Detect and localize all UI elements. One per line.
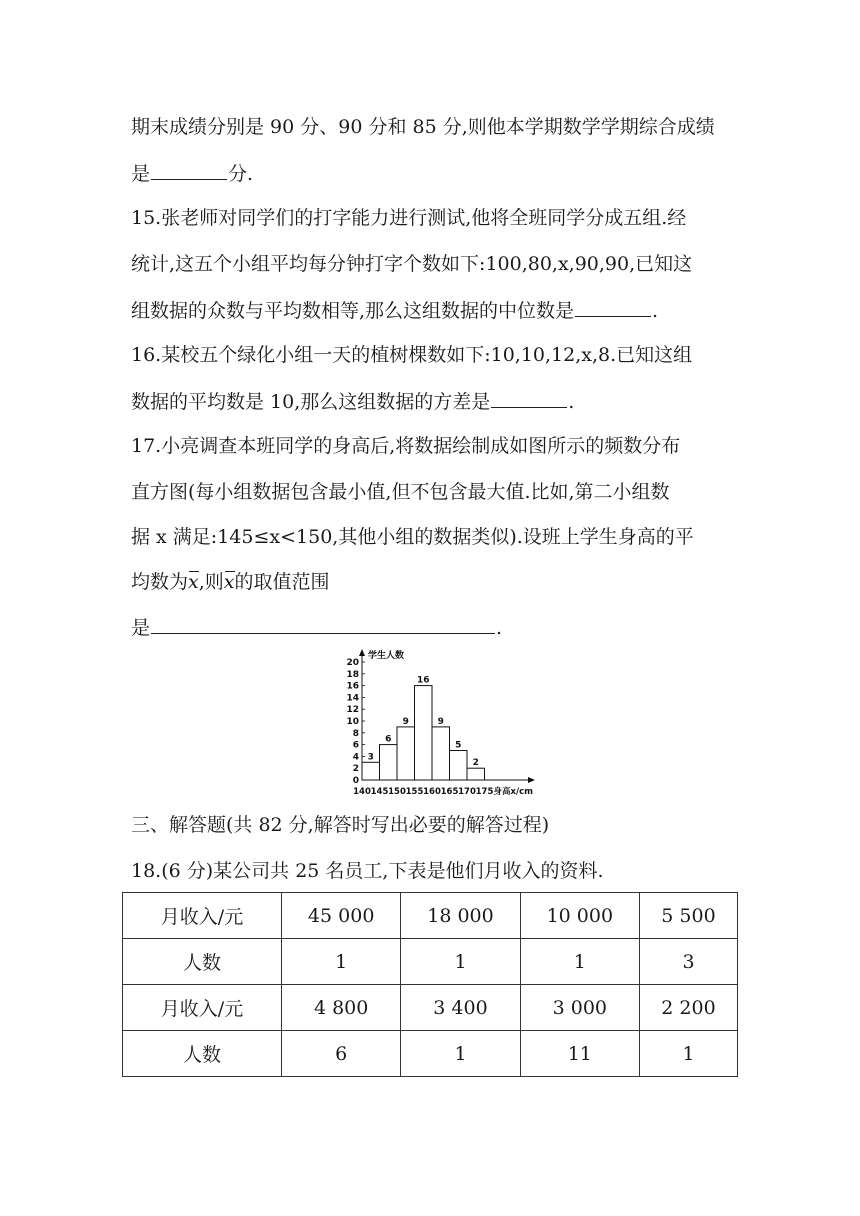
q17-line-2: 直方图(每小组数据包含最小值,但不包含最大值.比如,第二小组数 (131, 481, 670, 503)
bar-value-label: 2 (472, 758, 479, 769)
q17-line-5-prefix: 是 (131, 617, 151, 639)
y-tick-label: 12 (346, 705, 359, 716)
histogram-bar (397, 727, 415, 780)
q17-line-4 (131, 569, 731, 595)
table-cell: 45 000 (282, 893, 401, 939)
q15-line-1: 15.张老师对同学们的打字能力进行测试,他将全班同学分成五组.经 (131, 207, 687, 229)
table-cell: 月收入/元 (123, 985, 282, 1031)
table-cell: 1 (282, 939, 401, 985)
y-tick-label: 16 (346, 681, 359, 692)
table-cell: 4 800 (282, 985, 401, 1031)
x-tick-label: 165 (440, 787, 459, 797)
q15-line-3 (131, 296, 731, 324)
table-cell: 1 (401, 1031, 520, 1077)
table-cell: 5 500 (639, 893, 737, 939)
x-axis-title: 身高x/cm (493, 787, 533, 797)
x-tick-label: 150 (388, 787, 406, 797)
bar-value-label: 3 (367, 752, 374, 763)
x-tick-label: 160 (423, 787, 441, 797)
y-tick-label: 2 (352, 764, 359, 775)
table-cell: 月收入/元 (123, 893, 282, 939)
table-cell: 人数 (123, 1031, 282, 1077)
histogram-bar (432, 727, 450, 780)
bar-value-label: 5 (455, 740, 462, 751)
table-cell: 1 (401, 939, 520, 985)
y-tick-label: 6 (352, 740, 359, 751)
q16-line-2-prefix: 数据的平均数是 10,那么这组数据的方差是 (131, 391, 491, 413)
income-table (122, 892, 738, 1077)
table-row (123, 1031, 738, 1077)
table-row (123, 893, 738, 939)
q17-line-3: 据 x 满足:145≤x<150,其他小组的数据类似).设班上学生身高的平 (131, 526, 694, 548)
q17-line-4-a: 均数为 (131, 571, 189, 593)
table-cell: 人数 (123, 939, 282, 985)
x-tick-label: 145 (370, 787, 389, 797)
q16-line-2 (131, 387, 731, 415)
y-tick-label: 10 (346, 717, 359, 727)
bar-value-label: 16 (416, 675, 430, 686)
answer-blank-17[interactable] (151, 613, 495, 634)
histogram-bar (467, 768, 485, 780)
q14-line-2-prefix: 是 (131, 163, 151, 185)
table-cell: 3 400 (401, 985, 520, 1031)
q17-line-1: 17.小亮调查本班同学的身高后,将数据绘制成如图所示的频数分布 (131, 435, 681, 457)
table-cell: 11 (520, 1031, 639, 1077)
table-cell: 18 000 (401, 893, 520, 939)
y-axis-arrow (359, 649, 365, 656)
q18-intro: 18.(6 分)某公司共 25 名员工,下表是他们月收入的资料. (131, 860, 604, 882)
histogram-bar (450, 751, 468, 781)
y-tick-label: 14 (346, 693, 359, 704)
table-cell: 1 (639, 1031, 737, 1077)
q17-line-5-suffix: . (496, 617, 503, 639)
q16-line-2-suffix: . (568, 391, 575, 413)
x-bar-symbol: x (188, 571, 199, 593)
table-cell: 6 (282, 1031, 401, 1077)
table-cell: 10 000 (520, 893, 639, 939)
histogram-bar (362, 762, 380, 780)
q16-line-1: 16.某校五个绿化小组一天的植树棵数如下:10,10,12,x,8.已知这组 (131, 344, 693, 366)
q17-line-5 (131, 613, 731, 641)
y-tick-label: 4 (352, 752, 359, 763)
q15-line-3-prefix: 组数据的众数与平均数相等,那么这组数据的中位数是 (131, 300, 575, 322)
x-axis-arrow (528, 777, 535, 783)
x-bar-symbol-2: x (223, 571, 235, 593)
answer-blank-14[interactable] (151, 159, 227, 180)
table-row (123, 985, 738, 1031)
answer-blank-15[interactable] (575, 296, 651, 317)
bar-value-label: 9 (402, 716, 409, 727)
x-tick-label: 155 (405, 787, 424, 797)
table-cell: 2 200 (639, 985, 737, 1031)
x-tick-label: 175 (475, 787, 494, 797)
section-3-title: 三、解答题(共 82 分,解答时写出必要的解答过程) (131, 814, 550, 836)
y-axis-title: 学生人数 (368, 651, 405, 661)
table-cell: 3 (639, 939, 737, 985)
y-tick-label: 8 (352, 728, 359, 739)
bar-value-label: 6 (385, 734, 392, 745)
y-tick-label: 18 (346, 669, 359, 680)
table-cell: 3 000 (520, 985, 639, 1031)
q17-line-4-c: 的取值范围 (234, 571, 330, 593)
bar-value-label: 9 (437, 716, 444, 727)
y-tick-label: 0 (352, 776, 359, 786)
y-tick-label: 20 (346, 658, 359, 668)
x-tick-label: 140 (353, 787, 371, 797)
q14-line-2 (131, 159, 731, 187)
q14-line-2-suffix: 分. (228, 163, 254, 185)
table-cell: 1 (520, 939, 639, 985)
height-histogram (330, 648, 540, 798)
table-row (123, 939, 738, 985)
histogram-bar (415, 686, 433, 780)
q15-line-3-suffix: . (652, 300, 659, 322)
q14-line-1: 期末成绩分别是 90 分、90 分和 85 分,则他本学期数学学期综合成绩 (131, 116, 715, 138)
x-tick-label: 170 (458, 787, 476, 797)
q17-line-4-b: ,则 (198, 571, 224, 593)
histogram-bar (380, 745, 398, 780)
answer-blank-16[interactable] (491, 387, 567, 408)
q15-line-2: 统计,这五个小组平均每分钟打字个数如下:100,80,x,90,90,已知这 (131, 253, 693, 275)
